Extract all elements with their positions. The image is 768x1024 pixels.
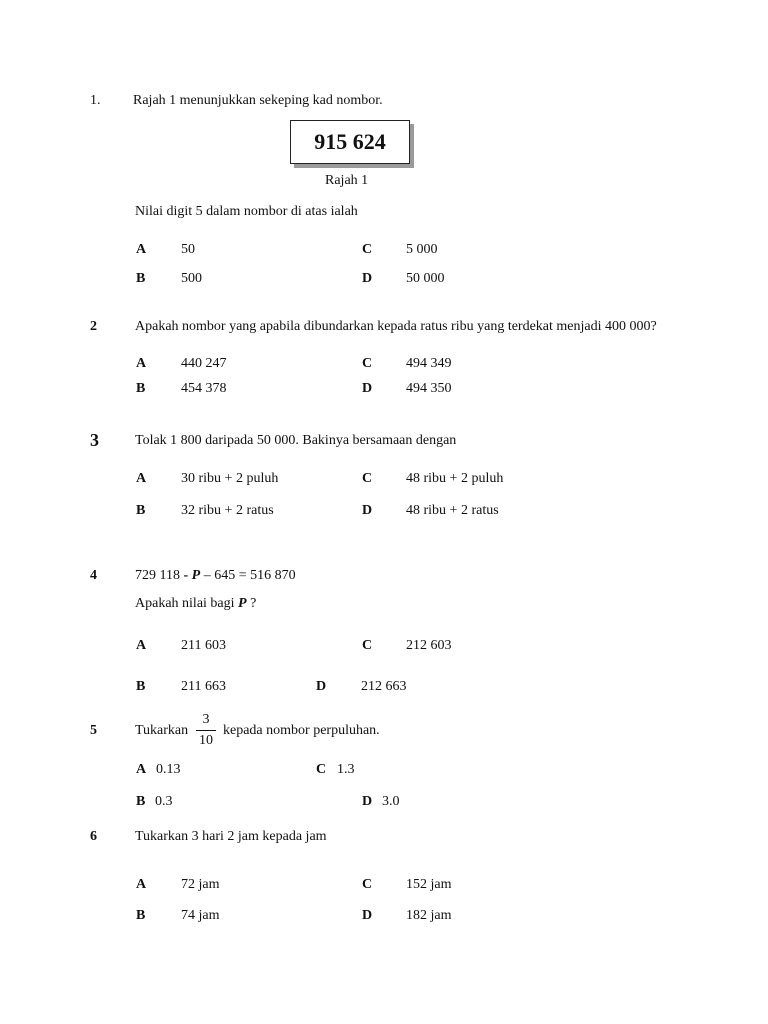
option-value[interactable]: 182 jam (406, 908, 452, 923)
option-letter[interactable]: A (136, 877, 147, 892)
option-value[interactable]: 494 350 (406, 381, 452, 396)
option-value[interactable]: 211 603 (181, 638, 226, 653)
option-value[interactable]: 50 (181, 242, 195, 257)
option-value[interactable]: 48 ribu + 2 puluh (406, 471, 504, 486)
option-value[interactable]: 30 ribu + 2 puluh (181, 471, 279, 486)
option-letter[interactable]: C (362, 356, 373, 371)
option-letter[interactable]: B (136, 794, 146, 809)
option-letter[interactable]: B (136, 503, 146, 518)
fraction-denominator: 10 (199, 733, 213, 748)
option-letter[interactable]: B (136, 679, 146, 694)
question-6-text: Tukarkan 3 hari 2 jam kepada jam (135, 829, 327, 844)
question-4-number: 4 (90, 568, 97, 583)
option-value[interactable]: 74 jam (181, 908, 220, 923)
option-letter[interactable]: B (136, 271, 146, 286)
option-letter[interactable]: C (362, 877, 373, 892)
question-2-text: Apakah nombor yang apabila dibundarkan kepada ratus ribu yang terdekat menjadi 400 000? (135, 319, 657, 334)
option-value[interactable]: 211 663 (181, 679, 226, 694)
option-value[interactable]: 500 (181, 271, 202, 286)
option-value[interactable]: 32 ribu + 2 ratus (181, 503, 274, 518)
option-value[interactable]: 5 000 (406, 242, 438, 257)
option-letter[interactable]: C (362, 471, 373, 486)
figure-caption: Rajah 1 (325, 173, 369, 188)
fraction-bar (196, 730, 216, 731)
option-letter[interactable]: A (136, 638, 147, 653)
number-card: 915 624 (290, 120, 410, 164)
option-value[interactable]: 0.3 (155, 794, 173, 809)
question-4-prompt: Apakah nilai bagi P ? (135, 596, 257, 611)
question-5-text-post: kepada nombor perpuluhan. (223, 723, 380, 738)
option-value[interactable]: 454 378 (181, 381, 227, 396)
question-1-prompt: Nilai digit 5 dalam nombor di atas ialah (135, 204, 358, 219)
option-value[interactable]: 48 ribu + 2 ratus (406, 503, 499, 518)
question-2-number: 2 (90, 319, 97, 334)
option-value[interactable]: 0.13 (156, 762, 181, 777)
question-3-text: Tolak 1 800 daripada 50 000. Bakinya bersamaan dengan (135, 433, 457, 448)
option-letter[interactable]: A (136, 471, 147, 486)
option-letter[interactable]: B (136, 908, 146, 923)
question-1-number: 1. (90, 93, 101, 108)
option-value[interactable]: 3.0 (382, 794, 400, 809)
option-letter[interactable]: D (362, 271, 373, 286)
question-6-number: 6 (90, 829, 97, 844)
option-letter[interactable]: A (136, 762, 147, 777)
option-letter[interactable]: A (136, 242, 147, 257)
option-value[interactable]: 494 349 (406, 356, 452, 371)
question-3-number: 3 (90, 430, 99, 450)
option-letter[interactable]: B (136, 381, 146, 396)
question-5-text-pre: Tukarkan (135, 723, 189, 738)
option-letter[interactable]: D (362, 908, 373, 923)
question-5-number: 5 (90, 723, 97, 738)
option-value[interactable]: 72 jam (181, 877, 220, 892)
option-letter[interactable]: D (362, 503, 373, 518)
question-1-text: Rajah 1 menunjukkan sekeping kad nombor. (133, 93, 383, 108)
fraction-numerator: 3 (202, 712, 210, 727)
option-letter[interactable]: C (316, 762, 327, 777)
option-letter[interactable]: D (316, 679, 327, 694)
question-4-equation: 729 118 - P – 645 = 516 870 (135, 568, 296, 583)
option-value[interactable]: 212 603 (406, 638, 452, 653)
option-value[interactable]: 212 663 (361, 679, 407, 694)
option-letter[interactable]: A (136, 356, 147, 371)
option-value[interactable]: 440 247 (181, 356, 227, 371)
option-value[interactable]: 152 jam (406, 877, 452, 892)
option-letter[interactable]: D (362, 381, 373, 396)
fraction (196, 712, 216, 749)
option-letter[interactable]: C (362, 638, 373, 653)
option-letter[interactable]: D (362, 794, 373, 809)
option-value[interactable]: 50 000 (406, 271, 445, 286)
option-letter[interactable]: C (362, 242, 373, 257)
option-value[interactable]: 1.3 (337, 762, 355, 777)
